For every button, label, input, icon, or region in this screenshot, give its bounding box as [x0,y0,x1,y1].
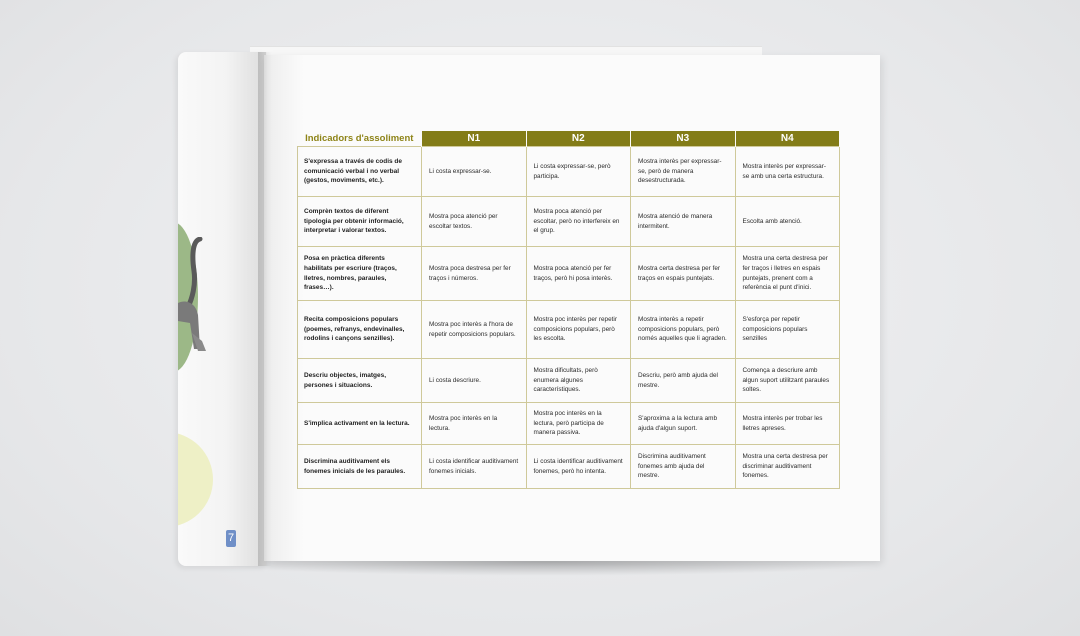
table-header-row [298,131,840,147]
book-spine [258,52,272,566]
level-header-n4: N4 [735,131,840,147]
n1-cell: Li costa descriure. [422,359,527,403]
n1-cell: Li costa identificar auditivament fonemes inicials. [422,445,527,489]
n2-cell: Li costa expressar-se, però participa. [526,147,631,197]
n3-cell: Mostra interès per expressar-se, però de manera desestructurada. [631,147,736,197]
indicators-column-header: Indicadors d'assoliment [298,131,422,147]
indicator-cell: Posa en pràctica diferents habilitats per escriure (traços, lletres, nombres, paraules, frases…). [298,247,422,301]
indicator-cell: Discrimina auditivament els fonemes inicials de les paraules. [298,445,422,489]
table-row [298,197,840,247]
n4-cell: S'esforça per repetir composicions populars senzilles [735,301,840,359]
n2-cell: Mostra poc interès en la lectura, però participa de manera passiva. [526,403,631,445]
n4-cell: Mostra interès per expressar-se amb una certa estructura. [735,147,840,197]
level-header-n2: N2 [526,131,631,147]
n2-cell: Mostra poca atenció per escoltar, però no interfereix en el grup. [526,197,631,247]
indicator-cell: Comprèn textos de diferent tipologia per obtenir informació, interpretar i valorar textos. [298,197,422,247]
n1-cell: Mostra poca destresa per fer traços i números. [422,247,527,301]
n2-cell: Mostra poca atenció per fer traços, però hi posa interès. [526,247,631,301]
assessment-table [297,131,840,489]
indicator-cell: S'expressa a través de codis de comunicació verbal i no verbal (gestos, moviments, etc.). [298,147,422,197]
level-header-n3: N3 [631,131,736,147]
page-number: 7 [226,530,236,547]
n3-cell: Discrimina auditivament fonemes amb ajuda del mestre. [631,445,736,489]
n1-cell: Mostra poc interès a l'hora de repetir composicions populars. [422,301,527,359]
left-page [178,52,266,566]
table-row [298,445,840,489]
n4-cell: Escolta amb atenció. [735,197,840,247]
n3-cell: S'aproxima a la lectura amb ajuda d'algun suport. [631,403,736,445]
level-header-n1: N1 [422,131,527,147]
n1-cell: Mostra poc interès en la lectura. [422,403,527,445]
yellow-circle-illustration [178,432,213,527]
n2-cell: Mostra poc interès per repetir composicions populars, però les escolta. [526,301,631,359]
table-row [298,247,840,301]
n4-cell: Mostra una certa destresa per fer traços i lletres en espais puntejats, prenent com a referència el punt d'inici. [735,247,840,301]
table-row [298,147,840,197]
n2-cell: Li costa identificar auditivament fonemes, però ho intenta. [526,445,631,489]
n3-cell: Mostra atenció de manera intermitent. [631,197,736,247]
n4-cell: Comença a descriure amb algun suport utilitzant paraules soltes. [735,359,840,403]
table-row [298,301,840,359]
cat-illustration [178,237,218,367]
n3-cell: Descriu, però amb ajuda del mestre. [631,359,736,403]
n4-cell: Mostra interès per trobar les lletres apreses. [735,403,840,445]
indicator-cell: S'implica activament en la lectura. [298,403,422,445]
n1-cell: Li costa expressar-se. [422,147,527,197]
table-row [298,403,840,445]
right-page [264,55,880,561]
n3-cell: Mostra interès a repetir composicions populars, però només aquelles que li agraden. [631,301,736,359]
n2-cell: Mostra dificultats, però enumera algunes característiques. [526,359,631,403]
n1-cell: Mostra poca atenció per escoltar textos. [422,197,527,247]
indicator-cell: Recita composicions populars (poemes, refranys, endevinalles, rodolins i cançons senzilles). [298,301,422,359]
n3-cell: Mostra certa destresa per fer traços en espais puntejats. [631,247,736,301]
table-row [298,359,840,403]
n4-cell: Mostra una certa destresa per discriminar auditivament fonemes. [735,445,840,489]
indicator-cell: Descriu objectes, imatges, persones i situacions. [298,359,422,403]
